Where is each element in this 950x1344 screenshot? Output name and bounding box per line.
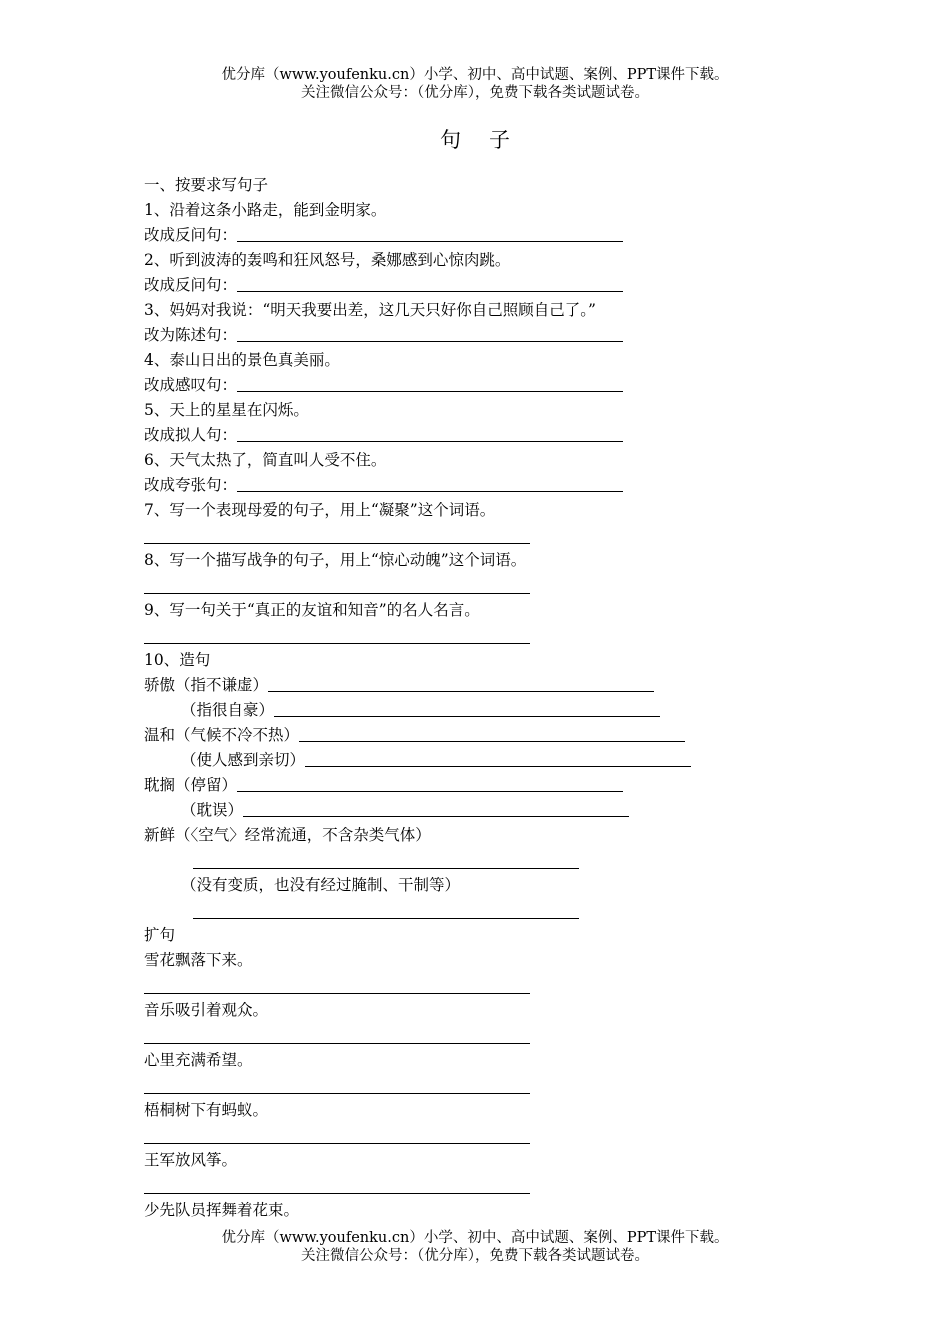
answer-line[interactable] xyxy=(237,340,623,342)
word-prompt: （耽误） xyxy=(181,801,244,819)
sentence-wenhe-1 xyxy=(144,723,764,748)
answer-prompt: 改成反问句： xyxy=(144,276,238,294)
word-prompt: 耽搁（停留） xyxy=(144,776,238,794)
word-prompt: （指很自豪） xyxy=(181,701,275,719)
expand-sentence-4: 梧桐树下有蚂蚁。 xyxy=(144,1101,269,1119)
page-footer xyxy=(0,1229,950,1265)
expand-sentence-1: 雪花飘落下来。 xyxy=(144,951,253,969)
answer-line[interactable] xyxy=(305,765,691,767)
expand-blank-4[interactable] xyxy=(144,1123,764,1148)
expand-blank-5[interactable] xyxy=(144,1173,764,1198)
answer-prompt: 改成拟人句： xyxy=(144,426,238,444)
answer-line[interactable] xyxy=(237,390,623,392)
question-7: 7、写一个表现母爱的句子，用上“凝聚”这个词语。 xyxy=(144,501,496,519)
question-1: 1、沿着这条小路走，能到金明家。 xyxy=(144,201,387,219)
answer-line[interactable] xyxy=(237,240,623,242)
sentence-xinxian-1: 新鲜（〈空气〉经常流通，不含杂类气体） xyxy=(144,826,431,844)
expand-sentence-6: 少先队员挥舞着花束。 xyxy=(144,1201,300,1219)
expand-heading: 扩句 xyxy=(144,926,176,944)
answer-line[interactable] xyxy=(299,740,685,742)
answer-prompt: 改为陈述句： xyxy=(144,326,238,344)
footer-line-2: 关注微信公众号：（优分库），免费下载各类试题试卷。 xyxy=(301,1248,649,1264)
sentence-jiaoao-1 xyxy=(144,673,764,698)
expand-blank-3[interactable] xyxy=(144,1073,764,1098)
answer-blank-xinxian-2[interactable] xyxy=(144,898,764,923)
answer-blank-7[interactable] xyxy=(144,523,764,548)
question-3: 3、妈妈对我说：“明天我要出差，这几天只好你自己照顾自己了。” xyxy=(144,301,596,319)
word-prompt: （使人感到亲切） xyxy=(181,751,306,769)
answer-blank-xinxian-1[interactable] xyxy=(144,848,764,873)
expand-sentence-3: 心里充满希望。 xyxy=(144,1051,253,1069)
answer-blank-8[interactable] xyxy=(144,573,764,598)
answer-row-2 xyxy=(144,273,764,298)
header-line-1: 优分库（www.youfenku.cn）小学、初中、高中试题、案例、PPT课件下载。 xyxy=(221,67,729,83)
answer-row-5 xyxy=(144,423,764,448)
answer-row-6 xyxy=(144,473,764,498)
section-heading: 一、按要求写句子 xyxy=(144,176,269,194)
page-title: 句子 xyxy=(440,128,538,152)
answer-line[interactable] xyxy=(237,290,623,292)
sentence-xinxian-2: （没有变质，也没有经过腌制、干制等） xyxy=(181,876,461,894)
question-8: 8、写一个描写战争的句子，用上“惊心动魄”这个词语。 xyxy=(144,551,527,569)
expand-blank-2[interactable] xyxy=(144,1023,764,1048)
sentence-dange-2 xyxy=(144,798,764,823)
question-4: 4、泰山日出的景色真美丽。 xyxy=(144,351,340,369)
answer-line[interactable] xyxy=(237,490,623,492)
word-prompt: 温和（气候不冷不热） xyxy=(144,726,300,744)
sentence-dange-1 xyxy=(144,773,764,798)
answer-row-1 xyxy=(144,223,764,248)
question-6: 6、天气太热了，简直叫人受不住。 xyxy=(144,451,387,469)
answer-prompt: 改成夸张句： xyxy=(144,476,238,494)
answer-row-3 xyxy=(144,323,764,348)
page-header xyxy=(0,66,950,102)
expand-sentence-5: 王军放风筝。 xyxy=(144,1151,238,1169)
word-prompt: 骄傲（指不谦虚） xyxy=(144,676,269,694)
footer-line-1: 优分库（www.youfenku.cn）小学、初中、高中试题、案例、PPT课件下载。 xyxy=(221,1230,729,1246)
answer-line[interactable] xyxy=(274,715,660,717)
expand-sentence-2: 音乐吸引着观众。 xyxy=(144,1001,269,1019)
answer-blank-9[interactable] xyxy=(144,623,764,648)
question-10: 10、造句 xyxy=(144,651,211,669)
sentence-jiaoao-2 xyxy=(144,698,764,723)
answer-row-4 xyxy=(144,373,764,398)
answer-line[interactable] xyxy=(237,790,623,792)
sentence-wenhe-2 xyxy=(144,748,764,773)
question-9: 9、写一句关于“真正的友谊和知音”的名人名言。 xyxy=(144,601,480,619)
answer-line[interactable] xyxy=(243,815,629,817)
answer-prompt: 改成感叹句： xyxy=(144,376,238,394)
answer-line[interactable] xyxy=(237,440,623,442)
answer-prompt: 改成反问句： xyxy=(144,226,238,244)
question-5: 5、天上的星星在闪烁。 xyxy=(144,401,309,419)
question-2: 2、听到波涛的轰鸣和狂风怒号，桑娜感到心惊肉跳。 xyxy=(144,251,511,269)
expand-blank-1[interactable] xyxy=(144,973,764,998)
header-line-2: 关注微信公众号：（优分库），免费下载各类试题试卷。 xyxy=(301,85,649,101)
worksheet-body xyxy=(144,173,764,1223)
answer-line[interactable] xyxy=(268,690,654,692)
